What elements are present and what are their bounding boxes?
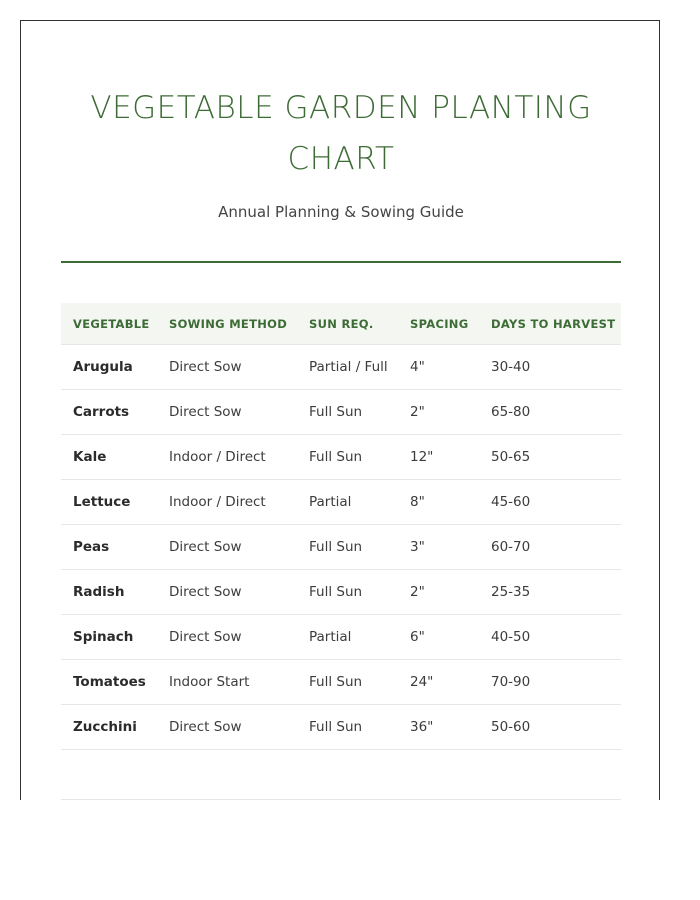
cell-vegetable: Arugula [61, 345, 157, 390]
cell-days-to-harvest: 45-60 [479, 480, 621, 525]
cell-sun-req: Partial / Full [297, 345, 398, 390]
cell-sun-req: Full Sun [297, 570, 398, 615]
cell-spacing: 6" [398, 615, 479, 660]
cell-vegetable: Kale [61, 435, 157, 480]
cell-days-to-harvest: 70-90 [479, 660, 621, 705]
cell-vegetable: Spinach [61, 615, 157, 660]
cell-spacing: 24" [398, 660, 479, 705]
table-row [61, 435, 621, 480]
cell-days-to-harvest: 30-40 [479, 345, 621, 390]
cell-spacing: 3" [398, 525, 479, 570]
table-row [61, 705, 621, 750]
cell-sun-req: Full Sun [297, 435, 398, 480]
column-header-sowing-method: SOWING METHOD [157, 303, 297, 345]
cell-sowing-method: Direct Sow [157, 705, 297, 750]
cell-days-to-harvest: 25-35 [479, 570, 621, 615]
cell-vegetable: Zucchini [61, 705, 157, 750]
cell-sowing-method: Direct Sow [157, 615, 297, 660]
cell-sowing-method: Direct Sow [157, 570, 297, 615]
cell-spacing: 8" [398, 480, 479, 525]
page-title: VEGETABLE GARDEN PLANTING CHART [90, 90, 592, 177]
cell-sowing-method: Direct Sow [157, 345, 297, 390]
cell-sun-req: Partial [297, 480, 398, 525]
cell-vegetable: Peas [61, 525, 157, 570]
column-header-spacing: SPACING [398, 303, 479, 345]
table-row [61, 570, 621, 615]
cell-sowing-method: Indoor / Direct [157, 435, 297, 480]
cell-spacing: 2" [398, 570, 479, 615]
cell-vegetable: Lettuce [61, 480, 157, 525]
cell-spacing: 4" [398, 345, 479, 390]
cell-days-to-harvest: 50-60 [479, 705, 621, 750]
cell-vegetable: Tomatoes [61, 660, 157, 705]
table-row [61, 525, 621, 570]
cell-sowing-method: Direct Sow [157, 525, 297, 570]
table-header-row [61, 303, 621, 345]
table-row [61, 615, 621, 660]
cell-sun-req: Full Sun [297, 525, 398, 570]
document-card [20, 20, 660, 800]
cell-spacing: 2" [398, 390, 479, 435]
cell-sowing-method: Indoor Start [157, 660, 297, 705]
table-row [61, 660, 621, 705]
column-header-vegetable: VEGETABLE [61, 303, 157, 345]
cell-days-to-harvest: 50-65 [479, 435, 621, 480]
table-row [61, 390, 621, 435]
table-row [61, 345, 621, 390]
cell-sun-req: Full Sun [297, 705, 398, 750]
planting-table [61, 303, 621, 750]
cell-sun-req: Full Sun [297, 390, 398, 435]
column-header-days-to-harvest: DAYS TO HARVEST [479, 303, 621, 345]
footer-divider [61, 799, 621, 800]
page-subtitle: Annual Planning & Sowing Guide [218, 203, 464, 221]
cell-spacing: 12" [398, 435, 479, 480]
cell-days-to-harvest: 40-50 [479, 615, 621, 660]
cell-sun-req: Full Sun [297, 660, 398, 705]
cell-sowing-method: Direct Sow [157, 390, 297, 435]
cell-vegetable: Radish [61, 570, 157, 615]
cell-sun-req: Partial [297, 615, 398, 660]
cell-days-to-harvest: 65-80 [479, 390, 621, 435]
title-divider [61, 261, 621, 263]
cell-sowing-method: Indoor / Direct [157, 480, 297, 525]
cell-days-to-harvest: 60-70 [479, 525, 621, 570]
cell-spacing: 36" [398, 705, 479, 750]
cell-vegetable: Carrots [61, 390, 157, 435]
column-header-sun-req: SUN REQ. [297, 303, 398, 345]
table-row [61, 480, 621, 525]
